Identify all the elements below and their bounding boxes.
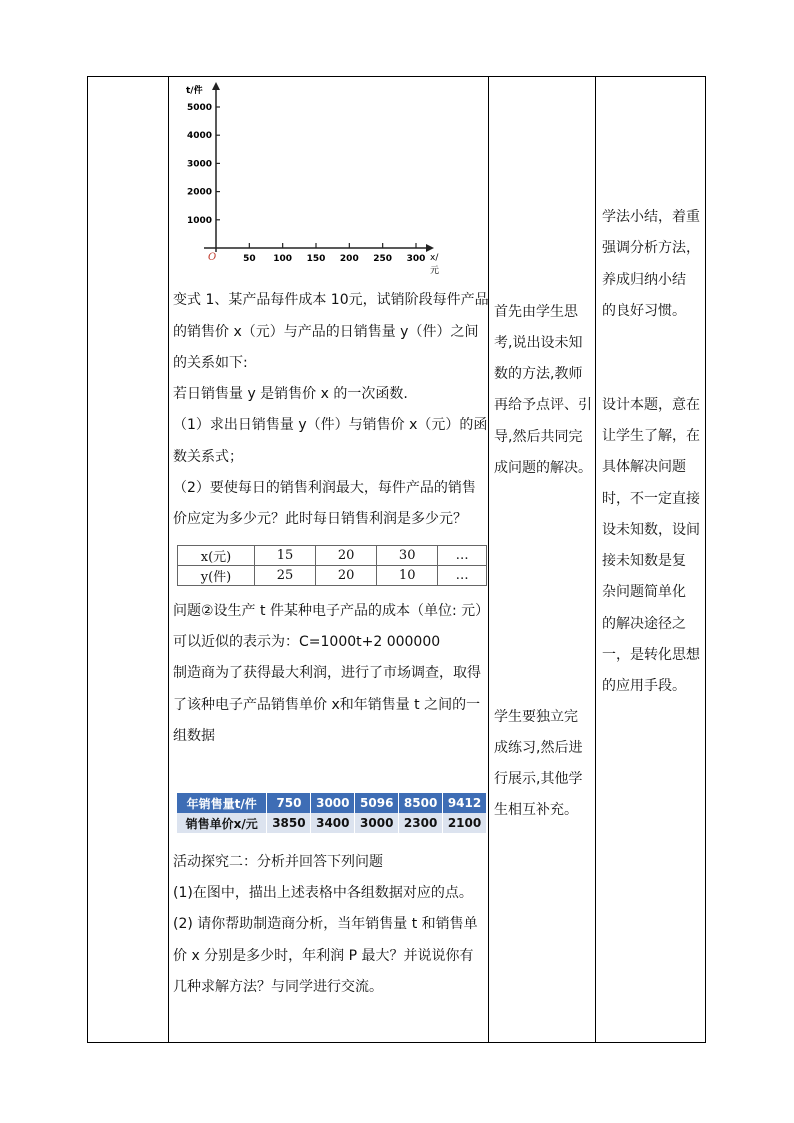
design-intent-line: 杂问题简单化	[602, 584, 686, 600]
price-quantity-table	[177, 545, 487, 586]
x-tick-label: 200	[339, 254, 359, 264]
table-row	[178, 546, 487, 566]
question-2-line: 价应定为多少元？此时每日销售利润是多少元？	[173, 511, 467, 527]
student-activity-line: 学生要独立完	[494, 709, 578, 725]
design-intent-line: 的良好习惯。	[602, 303, 686, 319]
column-divider	[595, 77, 596, 1042]
sales-data-table	[177, 793, 487, 833]
y-tick-label: 4000	[186, 131, 212, 142]
design-intent-line: 一，是转化思想	[602, 647, 700, 663]
problem-2-line: 了该种电子产品销售单价 x和年销售量 t 之间的一	[173, 697, 481, 713]
table-cell: x(元)	[178, 546, 255, 566]
table-cell: 8500	[399, 793, 443, 813]
activity-item: (1)在图中，描出上述表格中各组数据对应的点。	[173, 885, 473, 901]
table-cell: 2100	[443, 813, 487, 833]
design-intent-line: 养成归纳小结	[602, 272, 686, 288]
table-cell: …	[438, 546, 487, 566]
table-cell: 25	[255, 566, 316, 586]
design-intent-line: 具体解决问题	[602, 459, 686, 475]
teacher-activity-line: 再给予点评、引	[494, 397, 592, 413]
activity-item: 价 x 分别是多少时，年利润 P 最大？并说说你有	[173, 948, 474, 964]
teacher-activity-line: 导,然后共同完	[494, 429, 583, 445]
table-cell: 5096	[355, 793, 399, 813]
column-divider	[168, 77, 169, 1042]
design-intent-line: 设计本题，意在	[602, 397, 700, 413]
table-header-cell: 年销售量t/件	[177, 793, 267, 813]
problem-2-line: 问题②设生产 t 件某种电子产品的成本（单位: 元）	[173, 603, 490, 619]
design-intent-line: 时，不一定直接	[602, 491, 700, 507]
y-tick-label: 1000	[186, 215, 212, 226]
table-cell: 15	[255, 546, 316, 566]
question-2-line: （2）要使每日的销售利润最大，每件产品的销售	[173, 480, 476, 496]
problem-2-line: 组数据	[173, 728, 215, 744]
y-tick-label: 2000	[186, 187, 212, 198]
table-cell: 30	[377, 546, 438, 566]
design-intent-line: 接未知数是复	[602, 553, 686, 569]
student-activity-line: 成练习,然后进	[494, 740, 583, 756]
teacher-activity-line: 数的方法,教师	[494, 366, 583, 382]
x-axis-label-unit: 元	[430, 266, 440, 276]
table-cell: …	[438, 566, 487, 586]
student-activity-line: 生相互补充。	[494, 802, 578, 818]
table-cell: 3400	[311, 813, 355, 833]
table-cell: 3000	[311, 793, 355, 813]
condition-text: 若日销售量 y 是销售价 x 的一次函数.	[173, 386, 408, 402]
question-1-line: （1）求出日销售量 y（件）与销售价 x（元）的函	[173, 417, 488, 433]
problem-2-line: 制造商为了获得最大利润，进行了市场调查，取得	[173, 665, 481, 681]
y-tick-label: 5000	[186, 103, 212, 113]
question-1-line: 数关系式；	[173, 449, 243, 465]
y-axis-arrow	[212, 82, 220, 90]
table-cell: 3000	[355, 813, 399, 833]
variant-problem-line: 的销售价 x（元）与产品的日销售量 y（件）之间	[173, 324, 479, 340]
design-intent-line: 让学生了解，在	[602, 428, 700, 444]
table-row	[177, 793, 487, 813]
sales-axes-chart	[178, 80, 448, 280]
x-tick-label: 50	[243, 254, 256, 264]
table-cell: 2300	[399, 813, 443, 833]
x-axis-label-top: x/	[430, 253, 439, 263]
design-intent-line: 强调分析方法，	[602, 240, 700, 256]
student-activity-line: 行展示,其他学	[494, 771, 583, 787]
column-divider	[488, 77, 489, 1042]
table-cell: 20	[316, 566, 377, 586]
table-cell: 9412	[443, 793, 487, 813]
problem-2-line: 可以近似的表示为：C=1000t+2 000000	[173, 634, 441, 650]
x-axis-arrow	[426, 244, 434, 252]
variant-problem-line: 变式 1、某产品每件成本 10元，试销阶段每件产品	[173, 292, 489, 308]
table-row	[177, 813, 487, 833]
table-cell: 750	[267, 793, 311, 813]
teacher-activity-line: 考,说出设未知	[494, 335, 583, 351]
design-intent-line: 的应用手段。	[602, 678, 686, 694]
x-tick-label: 250	[373, 254, 393, 264]
table-header-cell: 销售单价x/元	[177, 813, 267, 833]
table-cell: 10	[377, 566, 438, 586]
origin-label: O	[208, 252, 217, 263]
x-tick-label: 100	[273, 254, 293, 264]
design-intent-line: 设未知数，设间	[602, 522, 700, 538]
x-tick-label: 150	[306, 254, 326, 264]
activity-item: 几种求解方法？与同学进行交流。	[173, 979, 383, 995]
teacher-activity-line: 成问题的解决。	[494, 460, 592, 476]
table-cell: 20	[316, 546, 377, 566]
design-intent-line: 学法小结，着重	[602, 209, 700, 225]
activity-title: 活动探究二：分析并回答下列问题	[173, 854, 383, 870]
x-tick-label: 300	[406, 254, 426, 264]
sales-data-table-wrapper	[177, 793, 487, 837]
table-cell: y(件)	[178, 566, 255, 586]
table-row	[178, 566, 487, 586]
y-axis-label: t/件	[186, 86, 203, 96]
table-cell: 3850	[267, 813, 311, 833]
teacher-activity-line: 首先由学生思	[494, 304, 578, 320]
variant-problem-line: 的关系如下:	[173, 355, 248, 371]
activity-item: (2) 请你帮助制造商分析，当年销售量 t 和销售单	[173, 916, 478, 932]
design-intent-line: 的解决途径之	[602, 616, 686, 632]
y-tick-label: 3000	[186, 159, 212, 170]
